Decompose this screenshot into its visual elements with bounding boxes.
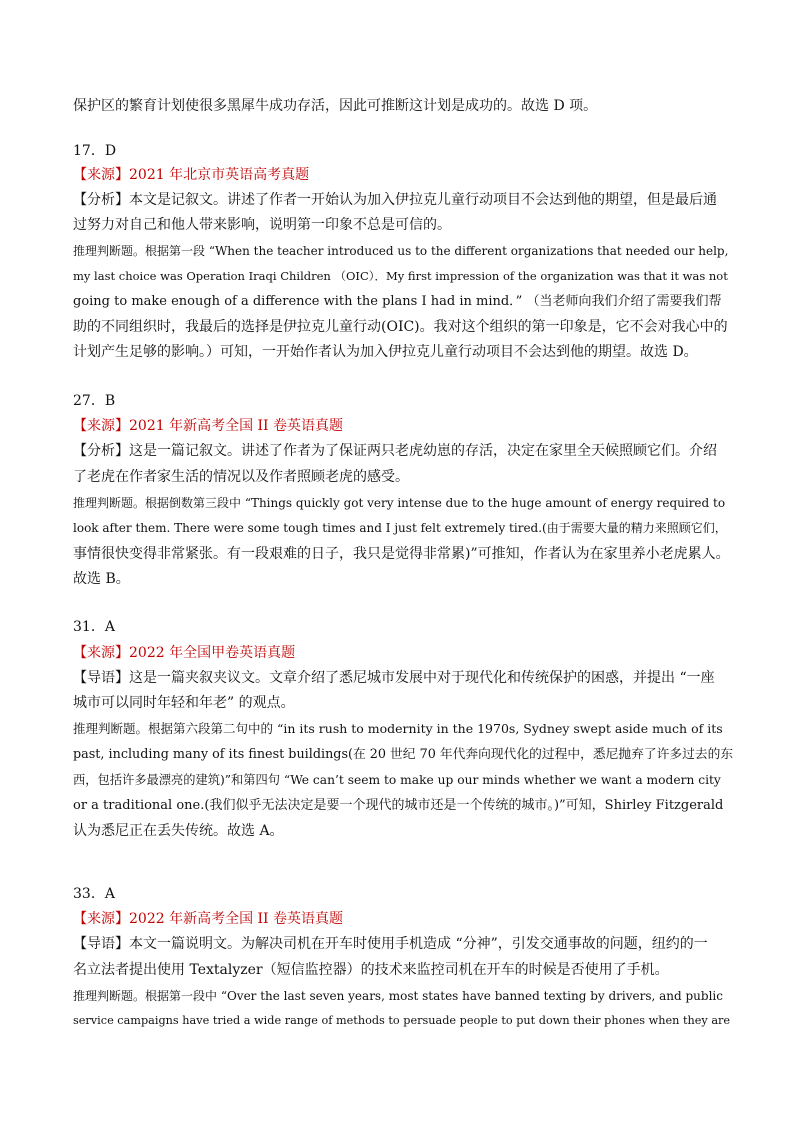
source-line: 【来源】2021 年北京市英语高考真题 [73,167,310,183]
paragraph-line: 计划产生足够的影响。）可知，一开始作者认为加入伊拉克儿童行动项目不会达到他的期望。故选 D。 [73,344,698,360]
paragraph-line: 了老虎在作者家生活的情况以及作者照顾老虎的感受。 [73,469,409,485]
paragraph-line: 推理判断题。根据第六段第二句中的 “in its rush to modernity in the 1970s, Sydney swept aside much of its [73,721,723,736]
paragraph-line: 城市可以同时年轻和年老” 的观点。 [73,695,295,711]
answer-heading-27: 27．B [73,393,116,409]
paragraph-line: past, including many of its finest buildings(在 20 世纪 70 年代奔向现代化的过程中，悉尼抛弃了许多过去的东 [73,747,734,762]
answer-heading-31: 31．A [73,619,115,635]
source-line: 【来源】2022 年全国甲卷英语真题 [73,645,296,661]
answer-heading-17: 17．D [73,143,117,159]
paragraph-line: 推理判断题。根据倒数第三段中 “Things quickly got very intense due to the huge amount of energy required to [73,496,726,510]
analysis-line: 【分析】这是一篇记叙文。讲述了作者为了保证两只老虎幼崽的存活，决定在家里全天候照顾它们。介绍 [73,443,717,459]
paragraph-line: 认为悉尼正在丢失传统。故选 A。 [73,823,284,839]
paragraph-line: 事情很快变得非常紧张。有一段艰难的日子，我只是觉得非常累)”可推知，作者认为在家里养小老虎累人。 [73,546,730,562]
paragraph-line: 名立法者提出使用 Textalyzer（短信监控器）的技术来监控司机在开车的时候是否使用了手机。 [73,962,669,978]
paragraph-line: 推理判断题。根据第一段 “When the teacher introduced us to the different organizations that needed our help, [73,244,729,258]
paragraph-line: 过努力对自己和他人带来影响，说明第一印象不总是可信的。 [73,217,451,233]
intro-line: 【导语】这是一篇夹叙夹议文。文章介绍了悉尼城市发展中对于现代化和传统保护的困惑，并提出 “一座 [73,670,715,686]
paragraph-line: 西，包括许多最漂亮的建筑)”和第四句 “We can’t seem to make up our minds whether we want a modern city [73,773,721,787]
analysis-line: 【分析】本文是记叙文。讲述了作者一开始认为加入伊拉克儿童行动项目不会达到他的期望，但是最后通 [73,192,717,208]
paragraph-line: or a traditional one.(我们似乎无法决定是要一个现代的城市还是一个传统的城市。)”可知，Shirley Fitzgerald [73,798,724,813]
paragraph-line: my last choice was Operation Iraqi Children （OIC）．My first impression of the organization was that it was not [73,269,728,283]
paragraph-line: look after them. There were some tough times and I just felt extremely tired.(由于需要大量的精力来照顾它们， [73,521,727,535]
paragraph-line: 保护区的繁育计划使很多黑犀牛成功存活，因此可推断这计划是成功的。故选 D 项。 [73,98,598,114]
source-line: 【来源】2021 年新高考全国 II 卷英语真题 [73,418,344,434]
paragraph-line: service campaigns have tried a wide range of methods to persuade people to put down their phones when they are [73,1014,731,1027]
answer-heading-33: 33．A [73,886,115,902]
paragraph-line: going to make enough of a difference with the plans I had in mind．” （当老师向我们介绍了需要我们帮 [73,294,722,309]
source-line: 【来源】2022 年新高考全国 II 卷英语真题 [73,911,344,927]
paragraph-line: 助的不同组织时，我最后的选择是伊拉克儿童行动(OIC)。我对这个组织的第一印象是，它不会对我心中的 [73,319,728,335]
paragraph-line: 推理判断题。根据第一段中 “Over the last seven years, most states have banned texting by drivers, and public [73,989,723,1003]
paragraph-line: 故选 B。 [73,571,130,587]
intro-line: 【导语】本文一篇说明文。为解决司机在开车时使用手机造成 “分神”，引发交通事故的问题，纽约的一 [73,936,708,952]
